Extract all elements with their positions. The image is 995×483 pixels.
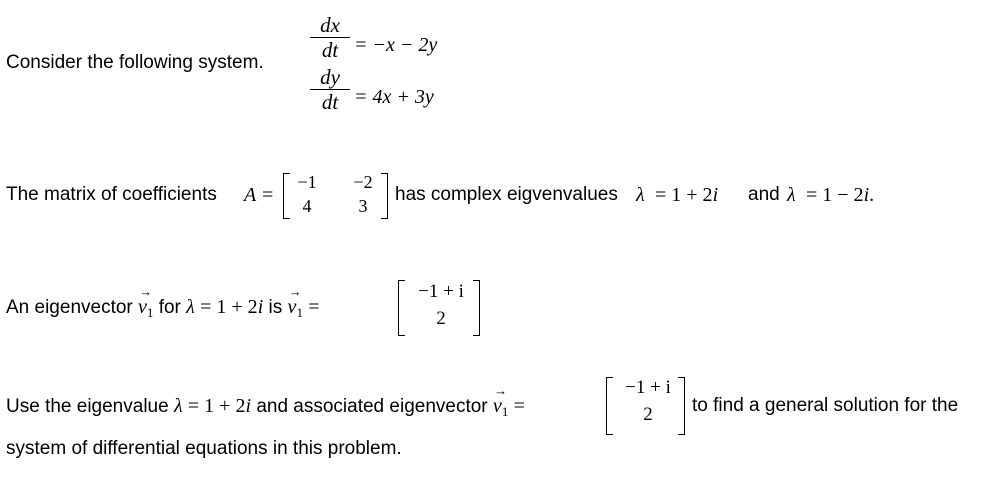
- lambda-symbol: λ: [787, 184, 796, 206]
- fraction-numerator: dy: [320, 65, 340, 89]
- fraction-denominator: dt: [321, 90, 339, 114]
- period: .: [869, 184, 875, 206]
- vector-subscript: 1: [146, 305, 154, 320]
- vector-right-bracket: [678, 377, 685, 435]
- fraction-dy-dt: [310, 66, 350, 113]
- imaginary-unit: i: [245, 395, 252, 417]
- matrix-right-bracket: [381, 173, 388, 219]
- eigenvector-prefix: An eigenvector: [6, 297, 133, 318]
- eigenvalue-2-value: = 1 − 2: [806, 184, 864, 206]
- vector-top-entry: [612, 378, 684, 398]
- for-text: for: [158, 297, 181, 318]
- lambda-symbol: λ: [636, 184, 645, 206]
- fraction-denominator: dt: [321, 38, 339, 62]
- instruction-prefix: Use the eigenvalue: [6, 396, 169, 417]
- vector-symbol: v: [492, 395, 502, 417]
- eigenvalue-value: = 1 + 2: [187, 395, 246, 417]
- vector-subscript: 1: [296, 305, 303, 320]
- matrix-variable: A: [244, 184, 257, 206]
- vector-subscript: 1: [501, 404, 509, 419]
- instruction-middle: and associated eigenvector: [256, 396, 488, 417]
- eigenvalue-1-value: = 1 + 2: [655, 184, 713, 206]
- matrix-cell: 4: [302, 196, 312, 216]
- equation-1-rhs: = −x − 2y: [354, 34, 438, 56]
- vector-top-text: −1 + i: [418, 281, 464, 302]
- matrix-line-middle: has complex eigvenvalues: [395, 184, 618, 205]
- vector-symbol: v: [287, 296, 297, 318]
- vector-v1: [138, 296, 153, 318]
- instruction-suffix: to find a general solution for the: [692, 395, 959, 416]
- equals-sign: =: [513, 395, 525, 417]
- vector-v1: [493, 395, 508, 417]
- intro-text: Consider the following system.: [6, 52, 264, 73]
- matrix-cell: 3: [358, 196, 368, 216]
- vector-symbol: v: [138, 296, 147, 318]
- and-text: and: [748, 184, 780, 205]
- eigenvalue-value: = 1 + 2: [200, 296, 258, 318]
- eigenvalue-1: [655, 184, 718, 206]
- fraction-numerator: dx: [320, 13, 340, 37]
- vector-right-bracket: [473, 280, 480, 336]
- eigenvalue-2: [806, 184, 874, 206]
- instruction-line: [6, 395, 525, 418]
- matrix-equals: =: [262, 184, 274, 206]
- instruction-line-2: system of differential equations in this problem.: [6, 438, 402, 459]
- vector-top-text: −1 + i: [625, 377, 671, 398]
- is-text: is: [268, 297, 283, 318]
- vector-v1: [288, 296, 303, 318]
- matrix-left-bracket: [283, 173, 290, 219]
- vector-bottom-entry: 2: [436, 308, 446, 329]
- imaginary-unit: i: [863, 184, 870, 206]
- equals-sign: =: [308, 296, 320, 318]
- matrix-cell: −2: [353, 172, 373, 192]
- fraction-dx-dt: [310, 14, 350, 61]
- imaginary-unit: i: [712, 184, 719, 206]
- lambda-symbol: λ: [173, 395, 183, 417]
- matrix-line-prefix: The matrix of coefficients: [6, 184, 217, 205]
- lambda-symbol: λ: [186, 296, 195, 318]
- equation-2-rhs: = 4x + 3y: [354, 86, 434, 108]
- matrix-cell: −1: [297, 172, 317, 192]
- vector-top-entry: [404, 282, 478, 302]
- imaginary-unit: i: [257, 296, 264, 318]
- vector-bottom-entry: 2: [643, 404, 653, 425]
- eigenvector-line: [6, 296, 320, 319]
